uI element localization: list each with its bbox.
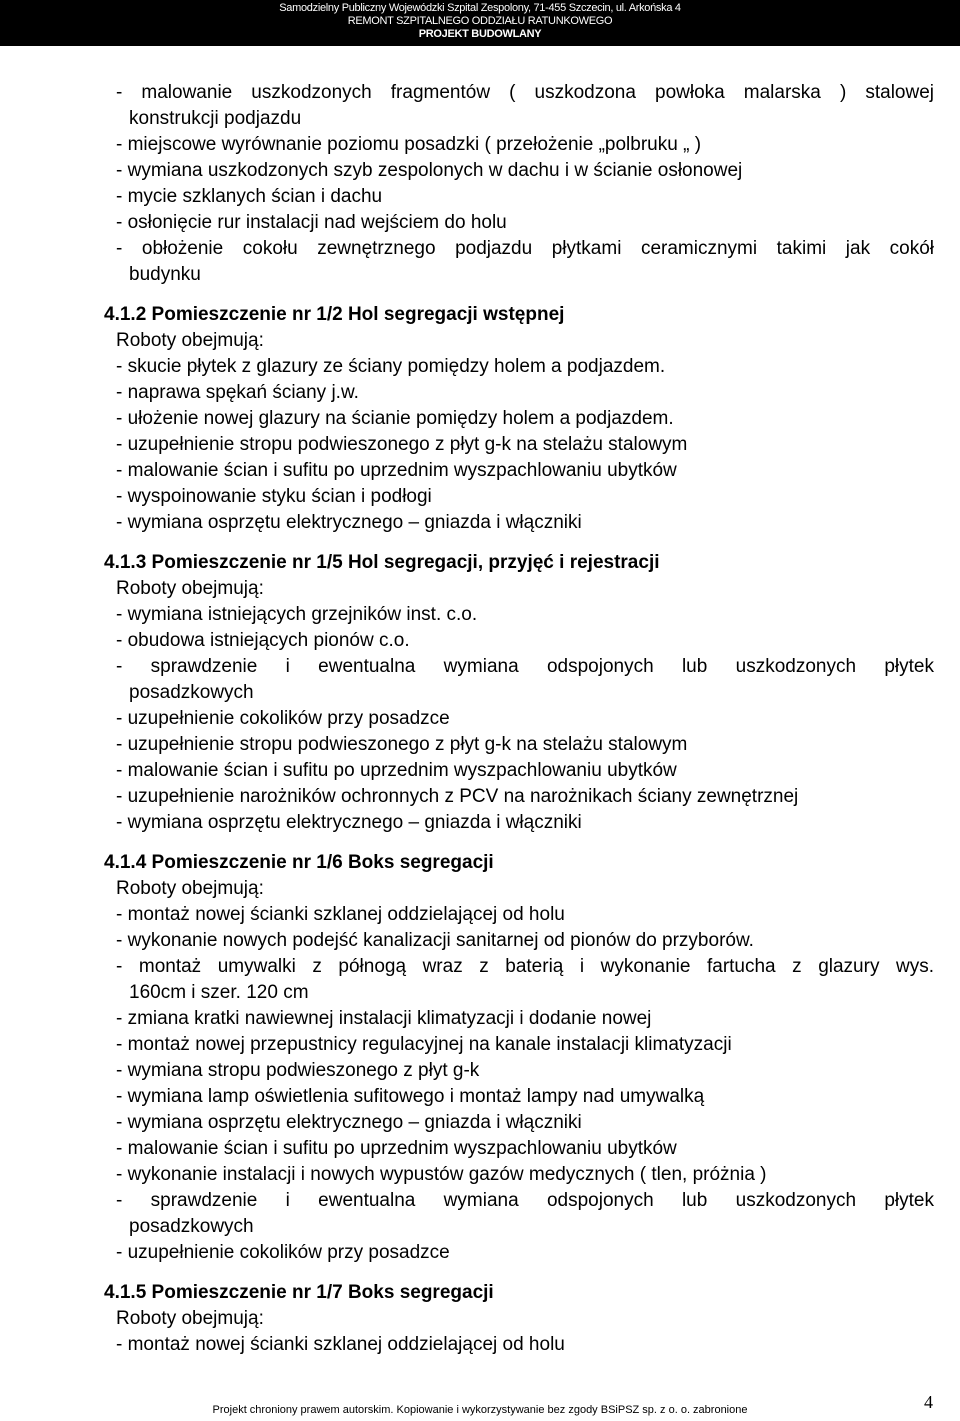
list-item: - wykonanie instalacji i nowych wypustów gazów medycznych ( tlen, próżnia ) xyxy=(116,1164,767,1185)
list-item: - malowanie ścian i sufitu po uprzednim wyszpachlowaniu ubytków xyxy=(116,760,677,781)
list-item: - uzupełnienie cokolików przy posadzce xyxy=(116,708,450,729)
list-item: - obłożenie cokołu zewnętrznego podjazdu płytkami ceramicznymi takimi jak cokół xyxy=(116,238,934,259)
document-body xyxy=(0,80,960,1358)
section-heading-4-1-4: 4.1.4 Pomieszczenie nr 1/6 Boks segregacji xyxy=(104,852,494,873)
list-item: - wymiana stropu podwieszonego z płyt g-k xyxy=(116,1060,480,1081)
list-item: - uzupełnienie cokolików przy posadzce xyxy=(116,1242,450,1263)
page-number: 4 xyxy=(924,1392,933,1412)
list-item: - naprawa spękań ściany j.w. xyxy=(116,382,359,403)
list-item: - montaż nowej przepustnicy regulacyjnej na kanale instalacji klimatyzacji xyxy=(116,1034,732,1055)
list-item: - uzupełnienie narożników ochronnych z PCV na narożnikach ściany zewnętrznej xyxy=(116,786,799,807)
header-institution: Samodzielny Publiczny Wojewódzki Szpital Zespolony, 71-455 Szczecin, ul. Arkońska 4 xyxy=(279,2,681,14)
list-item: - malowanie uszkodzonych fragmentów ( uszkodzona powłoka malarska ) stalowej xyxy=(116,82,934,103)
list-item: posadzkowych xyxy=(129,682,254,703)
header-project-name: REMONT SZPITALNEGO ODDZIAŁU RATUNKOWEGO xyxy=(347,15,613,27)
list-item: - malowanie ścian i sufitu po uprzednim wyszpachlowaniu ubytków xyxy=(116,1138,677,1159)
list-item: 160cm i szer. 120 cm xyxy=(129,982,309,1003)
header-project-type: PROJEKT BUDOWLANY xyxy=(418,28,542,40)
list-item: - wymiana osprzętu elektrycznego – gniazda i włączniki xyxy=(116,812,582,833)
list-item: - wymiana lamp oświetlenia sufitowego i montaż lampy nad umywalką xyxy=(116,1086,705,1107)
list-item: - wykonanie nowych podejść kanalizacji sanitarnej od pionów do przyborów. xyxy=(116,930,754,951)
list-item: - miejscowe wyrównanie poziomu posadzki ( przełożenie „polbruku „ ) xyxy=(116,134,702,155)
list-item: - wymiana osprzętu elektrycznego – gniazda i włączniki xyxy=(116,512,582,533)
section-heading-4-1-2: 4.1.2 Pomieszczenie nr 1/2 Hol segregacji wstępnej xyxy=(104,304,565,325)
list-item: - wymiana osprzętu elektrycznego – gniazda i włączniki xyxy=(116,1112,582,1133)
list-item: posadzkowych xyxy=(129,1216,254,1237)
list-item: - zmiana kratki nawiewnej instalacji klimatyzacji i dodanie nowej xyxy=(116,1008,652,1029)
page-footer: Projekt chroniony prawem autorskim. Kopiowanie i wykorzystywanie bez zgody BSiPSZ sp. z o. o. zabronione xyxy=(212,1404,748,1416)
list-item: budynku xyxy=(129,264,201,285)
list-item: - montaż nowej ścianki szklanej oddzielającej od holu xyxy=(116,904,565,925)
list-item: - montaż umywalki z półnogą wraz z baterią i wykonanie fartucha z glazury wys. xyxy=(116,956,934,977)
section-intro: Roboty obejmują: xyxy=(116,1308,264,1329)
list-item: - uzupełnienie stropu podwieszonego z płyt g-k na stelażu stalowym xyxy=(116,434,688,455)
list-item: - uzupełnienie stropu podwieszonego z płyt g-k na stelażu stalowym xyxy=(116,734,688,755)
section-intro: Roboty obejmują: xyxy=(116,878,264,899)
list-item: - mycie szklanych ścian i dachu xyxy=(116,186,383,207)
list-item: konstrukcji podjazdu xyxy=(129,108,302,129)
section-intro: Roboty obejmują: xyxy=(116,578,264,599)
list-item: - obudowa istniejących pionów c.o. xyxy=(116,630,410,651)
list-item: - ułożenie nowej glazury na ścianie pomiędzy holem a podjazdem. xyxy=(116,408,674,429)
page-header xyxy=(0,0,960,46)
list-item: - wymiana uszkodzonych szyb zespolonych w dachu i w ścianie osłonowej xyxy=(116,160,743,181)
list-item: - wymiana istniejących grzejników inst. c.o. xyxy=(116,604,478,625)
section-heading-4-1-5: 4.1.5 Pomieszczenie nr 1/7 Boks segregacji xyxy=(104,1282,494,1303)
list-item: - sprawdzenie i ewentualna wymiana odspojonych lub uszkodzonych płytek xyxy=(116,1190,934,1211)
section-heading-4-1-3: 4.1.3 Pomieszczenie nr 1/5 Hol segregacji, przyjęć i rejestracji xyxy=(104,552,660,573)
list-item: - malowanie ścian i sufitu po uprzednim wyszpachlowaniu ubytków xyxy=(116,460,677,481)
list-item: - sprawdzenie i ewentualna wymiana odspojonych lub uszkodzonych płytek xyxy=(116,656,934,677)
section-intro: Roboty obejmują: xyxy=(116,330,264,351)
list-item: - osłonięcie rur instalacji nad wejściem do holu xyxy=(116,212,507,233)
list-item: - montaż nowej ścianki szklanej oddzielającej od holu xyxy=(116,1334,565,1355)
list-item: - wyspoinowanie styku ścian i podłogi xyxy=(116,486,432,507)
list-item: - skucie płytek z glazury ze ściany pomiędzy holem a podjazdem. xyxy=(116,356,666,377)
